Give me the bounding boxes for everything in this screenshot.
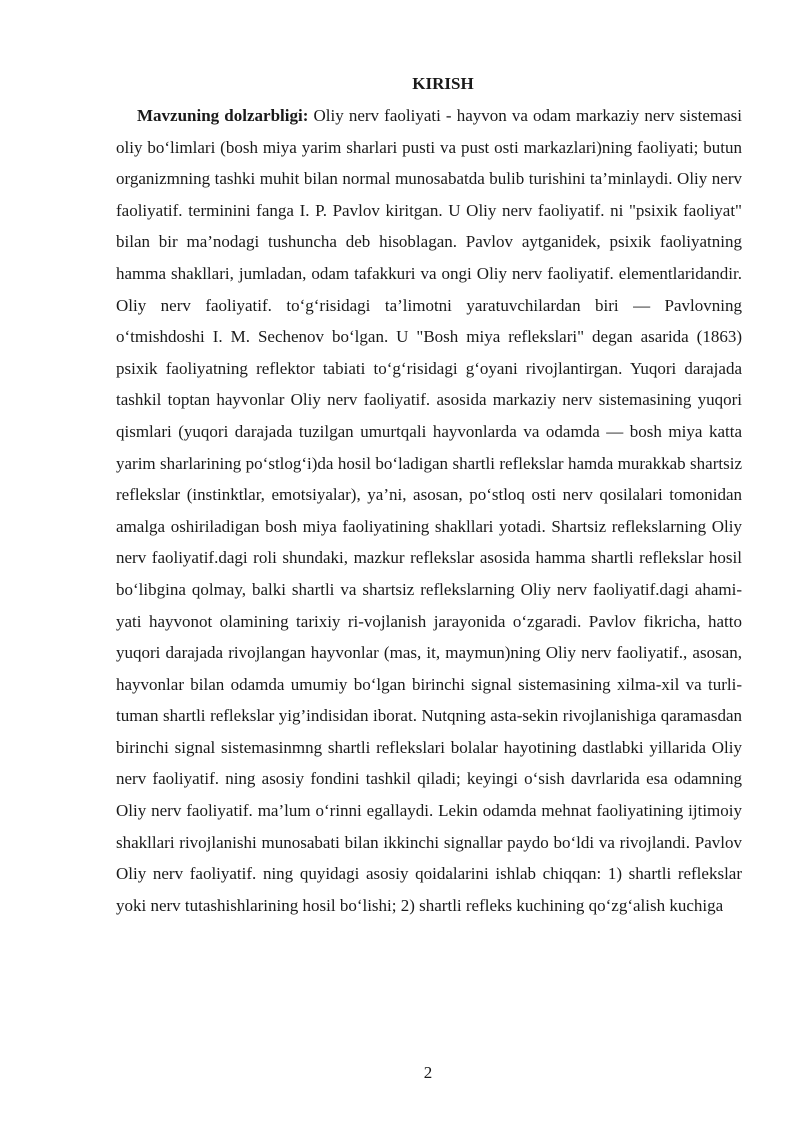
body-paragraph — [116, 100, 742, 921]
page-number: 2 — [423, 1063, 433, 1082]
page-title: KIRISH — [412, 74, 474, 93]
document-page — [116, 74, 742, 921]
paragraph-lead: Mavzuning dolzarbligi: — [137, 106, 309, 125]
paragraph-text: Oliy nerv faoliyati - hayvon va odam markaziy nerv sistemasi oliy bo‘limlari (bosh miya yarim sharlari pusti va pust osti markazlari)ning faoliyati; butun organizmning tashki muhit bilan normal munosabatda bulib turishini ta’minlaydi. Oliy nerv faoliyatif. terminini fanga I. P. Pavlov kiritgan. U Oliy nerv faoliyatif. ni "psixik faoliyat" bilan bir ma’nodagi tushuncha deb hisoblagan. Pavlov aytganidek, psixik faoliyatning hamma shakllari, jumladan, odam tafakkuri va ongi Oliy nerv faoliyatif. elementlaridandir. Oliy nerv faoliyatif. to‘g‘risidagi ta’limotni yaratuvchilardan biri — Pavlovning o‘tmishdoshi I. M. Sechenov bo‘lgan. U "Bosh miya reflekslari" degan asarida (1863) psixik faoliyatning reflektor tabiati to‘g‘risidagi g‘oyani rivojlantirgan. Yuqori darajada tashkil toptan hayvonlar Oliy nerv faoliyatif. asosida markaziy nerv sistemasining yuqori qismlari (yuqori darajada tuzilgan umurtqali hayvonlarda va odamda — bosh miya katta yarim sharlarining po‘stlog‘i)da hosil bo‘ladigan shartli reflekslar hamda murakkab shartsiz reflekslar (instinktlar, emotsiyalar), ya’ni, asosan, po‘stloq osti nerv qosilalari tomonidan amalga oshiriladigan bosh miya faoliyatining shakllari yotadi. Shartsiz reflekslarning Oliy nerv faoliyatif.dagi roli shundaki, mazkur reflekslar asosida hamma shartli reflekslar hosil bo‘libgina qolmay, balki shartli va shartsiz reflekslarning Oliy nerv faoliyatif.dagi ahami-yati hayvonot olamining tarixiy ri-vojlanish jarayonida o‘zgaradi. Pavlov fikricha, hatto yuqori darajada rivojlangan hayvonlar (mas, it, maymun)ning Oliy nerv faoliyatif., asosan, hayvonlar bilan odamda umumiy bo‘lgan birinchi signal sistemasining xilma-xil va turli-tuman shartli reflekslar yig’indisidan iborat. Nutqning asta-sekin rivojlanishiga qaramasdan birinchi signal sistemasinmng shartli reflekslari bolalar hayotining dastlabki yillarida Oliy nerv faoliyatif. ning asosiy fondini tashkil qiladi; keyingi o‘sish davrlarida esa odamning Oliy nerv faoliyatif. ma’lum o‘rinni egallaydi. Lekin odamda mehnat faoliyatining ijtimoiy shakllari rivojlanishi munosabati bilan ikkinchi signallar paydo bo‘ldi va rivojlandi. Pavlov Oliy nerv faoliyatif. ning quyidagi asosiy qoidalarini ishlab chiqqan: 1) shartli reflekslar yoki nerv tutashishlarining hosil bo‘lishi; 2) shartli refleks kuchining qo‘zg‘alish kuchiga — [116, 106, 742, 915]
